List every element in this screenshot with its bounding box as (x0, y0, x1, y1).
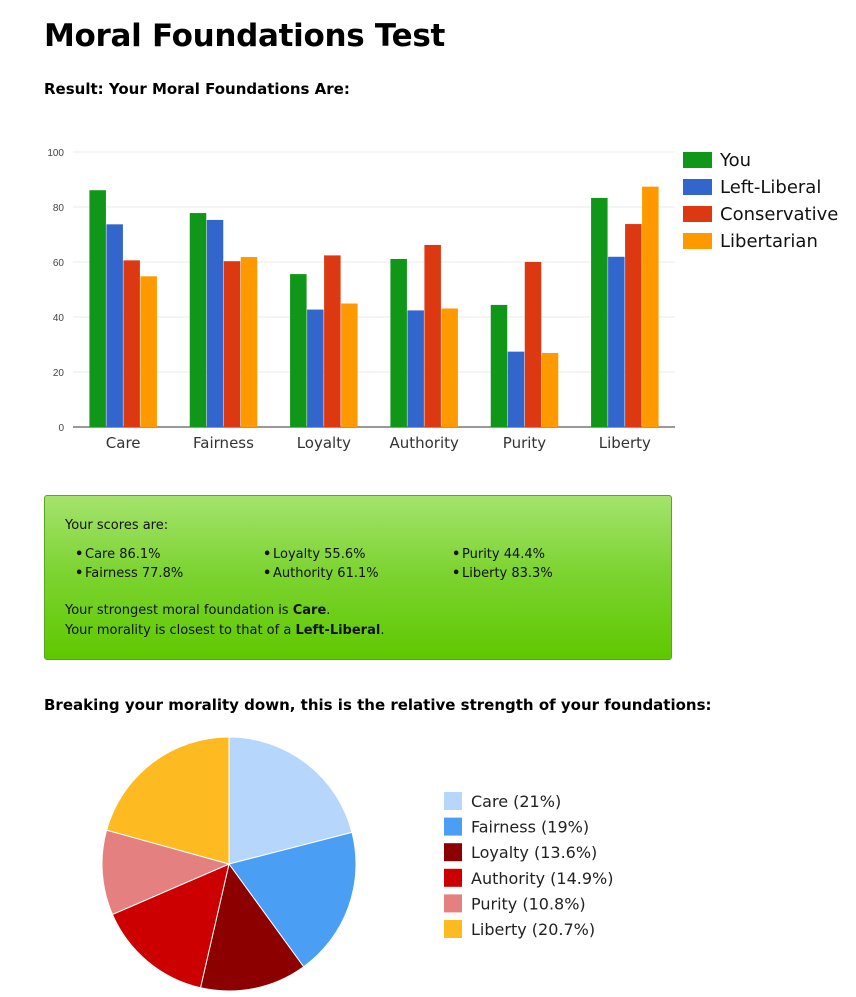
closest-group-line (65, 621, 384, 641)
x-tick-label: Loyalty (296, 434, 351, 452)
y-tick-label: 100 (47, 148, 64, 159)
bar-left-liberal-loyalty (307, 310, 324, 427)
bar-left-liberal-purity (508, 352, 525, 427)
bar-conservative-purity (525, 262, 542, 427)
legend-label: Fairness (19%) (471, 817, 590, 837)
score-item-fairness (75, 566, 183, 581)
bar-conservative-authority (424, 245, 441, 427)
scores-box (44, 495, 672, 660)
legend-swatch (444, 818, 462, 836)
x-tick-label: Fairness (193, 434, 254, 452)
bullet-icon: • (452, 547, 461, 562)
legend-label: Care (21%) (471, 792, 562, 811)
bullet-icon: • (263, 547, 272, 562)
score-item-liberty (452, 566, 553, 581)
score-item-care (75, 547, 161, 562)
y-tick-label: 0 (58, 423, 64, 434)
legend-label: Purity (10.8%) (471, 894, 586, 914)
closest-suffix: . (380, 623, 385, 638)
score-label: Loyalty 55.6% (273, 547, 366, 562)
bullet-icon: • (75, 566, 84, 581)
bar-conservative-loyalty (324, 255, 341, 427)
legend-label: Conservative (720, 204, 839, 225)
score-item-purity (452, 547, 545, 562)
strongest-suffix: . (326, 603, 331, 618)
legend-label: You (720, 150, 752, 171)
bar-conservative-fairness (224, 261, 241, 427)
bar-left-liberal-fairness (207, 220, 224, 427)
legend-label: Libertarian (720, 231, 818, 252)
closest-group-value: Left-Liberal (295, 623, 381, 638)
legend-swatch (683, 233, 712, 249)
bar-libertarian-purity (542, 353, 559, 427)
bar-left-liberal-care (106, 224, 123, 427)
bar-you-fairness (190, 213, 207, 427)
page-title: Moral Foundations Test (44, 18, 446, 54)
score-item-loyalty (263, 547, 365, 562)
result-heading: Result: Your Moral Foundations Are: (44, 80, 350, 98)
legend-label: Loyalty (13.6%) (471, 843, 598, 863)
score-label: Fairness 77.8% (85, 566, 184, 581)
strongest-foundation-value: Care (292, 603, 327, 618)
bar-conservative-care (123, 260, 139, 427)
legend-swatch (444, 920, 462, 938)
legend-label: Left-Liberal (720, 177, 822, 198)
bar-you-loyalty (290, 274, 307, 427)
legend-swatch (444, 792, 462, 810)
bullet-icon: • (75, 547, 84, 562)
bar-left-liberal-liberty (608, 257, 625, 427)
bar-you-purity (491, 305, 508, 427)
scores-intro: Your scores are: (65, 518, 169, 533)
strongest-foundation-line (65, 601, 384, 621)
y-tick-label: 40 (52, 313, 64, 324)
strongest-prefix: Your strongest moral foundation is (65, 603, 293, 618)
x-tick-label: Authority (389, 434, 459, 452)
foundations-bar-chart (0, 130, 856, 470)
y-tick-label: 80 (52, 203, 64, 214)
x-tick-label: Purity (502, 434, 547, 452)
legend-swatch (683, 179, 712, 195)
score-item-authority (263, 566, 379, 581)
breakdown-heading: Breaking your morality down, this is the relative strength of your foundations: (44, 696, 712, 714)
bullet-icon: • (452, 566, 461, 581)
bar-you-authority (390, 259, 407, 427)
score-label: Care 86.1% (85, 547, 161, 562)
bar-libertarian-loyalty (341, 304, 358, 427)
summary (65, 601, 384, 641)
legend-swatch (444, 869, 462, 887)
y-tick-label: 20 (52, 368, 64, 379)
bar-libertarian-fairness (241, 257, 258, 427)
legend-label: Authority (14.9%) (471, 868, 614, 888)
bar-libertarian-authority (441, 308, 458, 427)
legend-label: Liberty (20.7%) (471, 920, 596, 939)
bar-you-liberty (591, 198, 608, 427)
bullet-icon: • (263, 566, 272, 581)
legend-swatch (683, 206, 712, 222)
closest-prefix: Your morality is closest to that of a (65, 623, 296, 638)
x-tick-label: Liberty (598, 434, 651, 452)
legend-swatch (444, 843, 462, 861)
bar-conservative-liberty (625, 224, 642, 427)
legend-swatch (444, 894, 462, 912)
score-label: Purity 44.4% (462, 547, 546, 562)
score-label: Authority 61.1% (273, 566, 379, 581)
y-tick-label: 60 (52, 258, 64, 269)
bar-you-care (89, 190, 106, 427)
bar-libertarian-care (140, 276, 157, 427)
bar-libertarian-liberty (642, 187, 659, 427)
legend-swatch (683, 152, 712, 168)
bar-left-liberal-authority (407, 310, 424, 427)
foundations-pie-chart (0, 730, 856, 997)
score-label: Liberty 83.3% (462, 566, 553, 581)
x-tick-label: Care (105, 434, 141, 452)
